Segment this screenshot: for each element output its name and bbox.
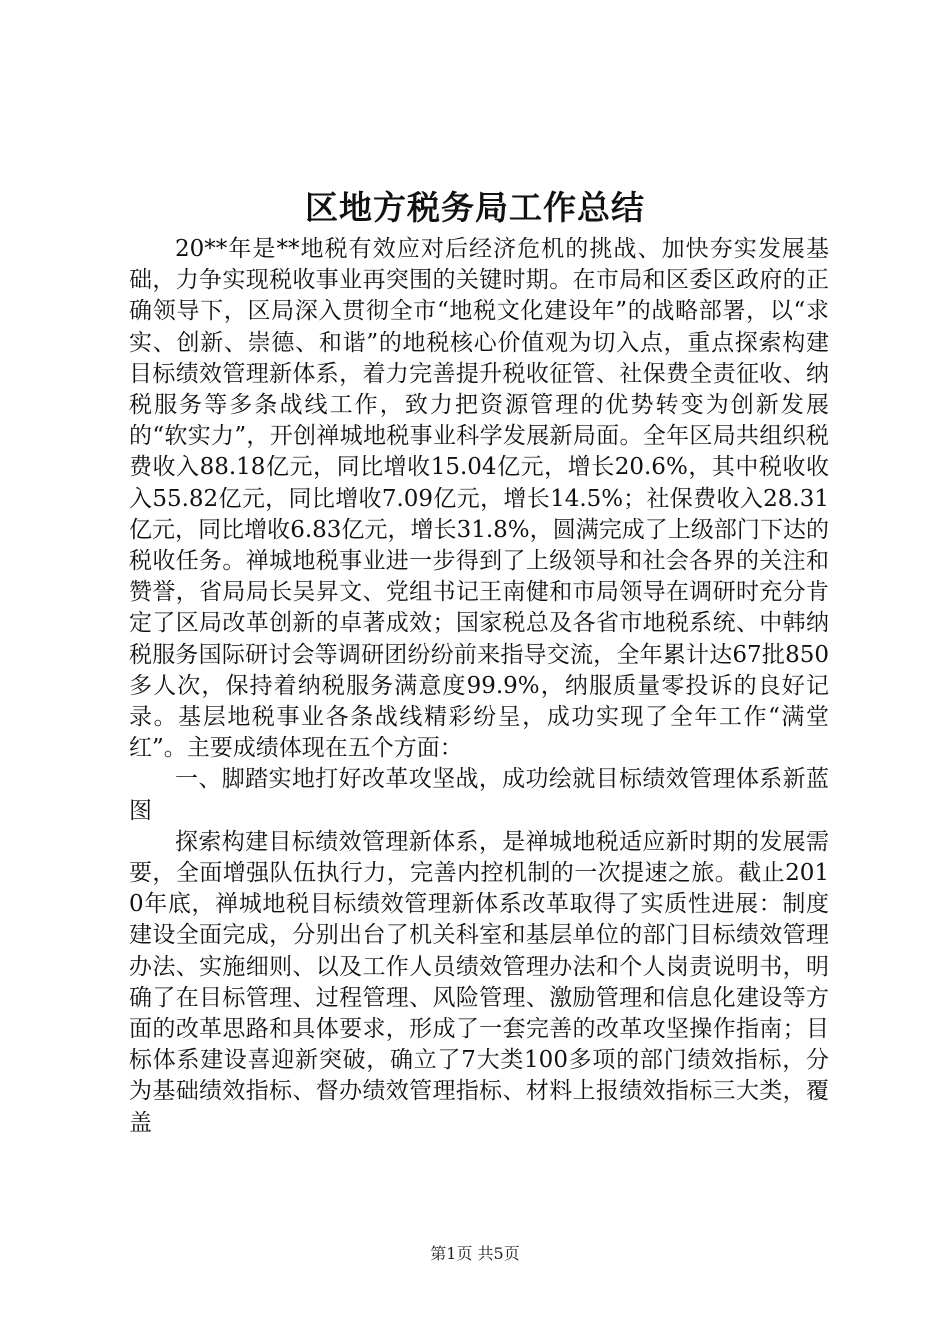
document-title: 区地方税务局工作总结 bbox=[305, 188, 645, 227]
paragraph-intro: 20**年是**地税有效应对后经济危机的挑战、加快夯实发展基础，力争实现税收事业再突围的关键时期。在市局和区委区政府的正确领导下，区局深入贯彻全市“地税文化建设年”的战略部署，以“求实、创新、崇德、和谐”的地税核心价值观为切入点，重点探索构建目标绩效管理新体系，着力完善提升税收征管、社保费全责征收、纳税服务等多条战线工作，致力把资源管理的优势转变为创新发展的“软实力”，开创禅城地税事业科学发展新局面。全年区局共组织税费收入88.18亿元，同比增收15.04亿元，增长20.6%，其中税收收入55.82亿元，同比增收7.09亿元，增长14.5%；社保费收入28.31亿元，同比增收6.83亿元，增长31.8%，圆满完成了上级部门下达的税收任务。禅城地税事业进一步得到了上级领导和社会各界的关注和赞誉，省局局长吴昇文、党组书记王南健和市局领导在调研时充分肯定了区局改革创新的卓著成效；国家税总及各省市地税系统、中韩纳税服务国际研讨会等调研团纷纷前来指导交流，全年累计达67批850多人次，保持着纳税服务满意度99.9%，纳服质量零投诉的良好记录。基层地税事业各条战线精彩纷呈，成功实现了全年工作“满堂红”。主要成绩体现在五个方面： bbox=[129, 236, 829, 762]
paragraph-section-1: 探索构建目标绩效管理新体系，是禅城地税适应新时期的发展需要，全面增强队伍执行力，完善内控机制的一次提速之旅。截止2010年底，禅城地税目标绩效管理新体系改革取得了实质性进展：制度建设全面完成，分别出台了机关科室和基层单位的部门目标绩效管理办法、实施细则、以及工作人员绩效管理办法和个人岗责说明书，明确了在目标管理、过程管理、风险管理、激励管理和信息化建设等方面的改革思路和具体要求，形成了一套完善的改革攻坚操作指南；目标体系建设喜迎新突破，确立了7大类100多项的部门绩效指标，分为基础绩效指标、督办绩效管理指标、材料上报绩效指标三大类，覆盖 bbox=[129, 828, 829, 1136]
document-body bbox=[129, 234, 829, 1139]
page-number: 第1页 共5页 bbox=[430, 1244, 520, 1263]
page-footer bbox=[0, 1244, 950, 1264]
section-heading-1: 一、脚踏实地打好改革攻坚战，成功绘就目标绩效管理体系新蓝图 bbox=[129, 766, 829, 824]
